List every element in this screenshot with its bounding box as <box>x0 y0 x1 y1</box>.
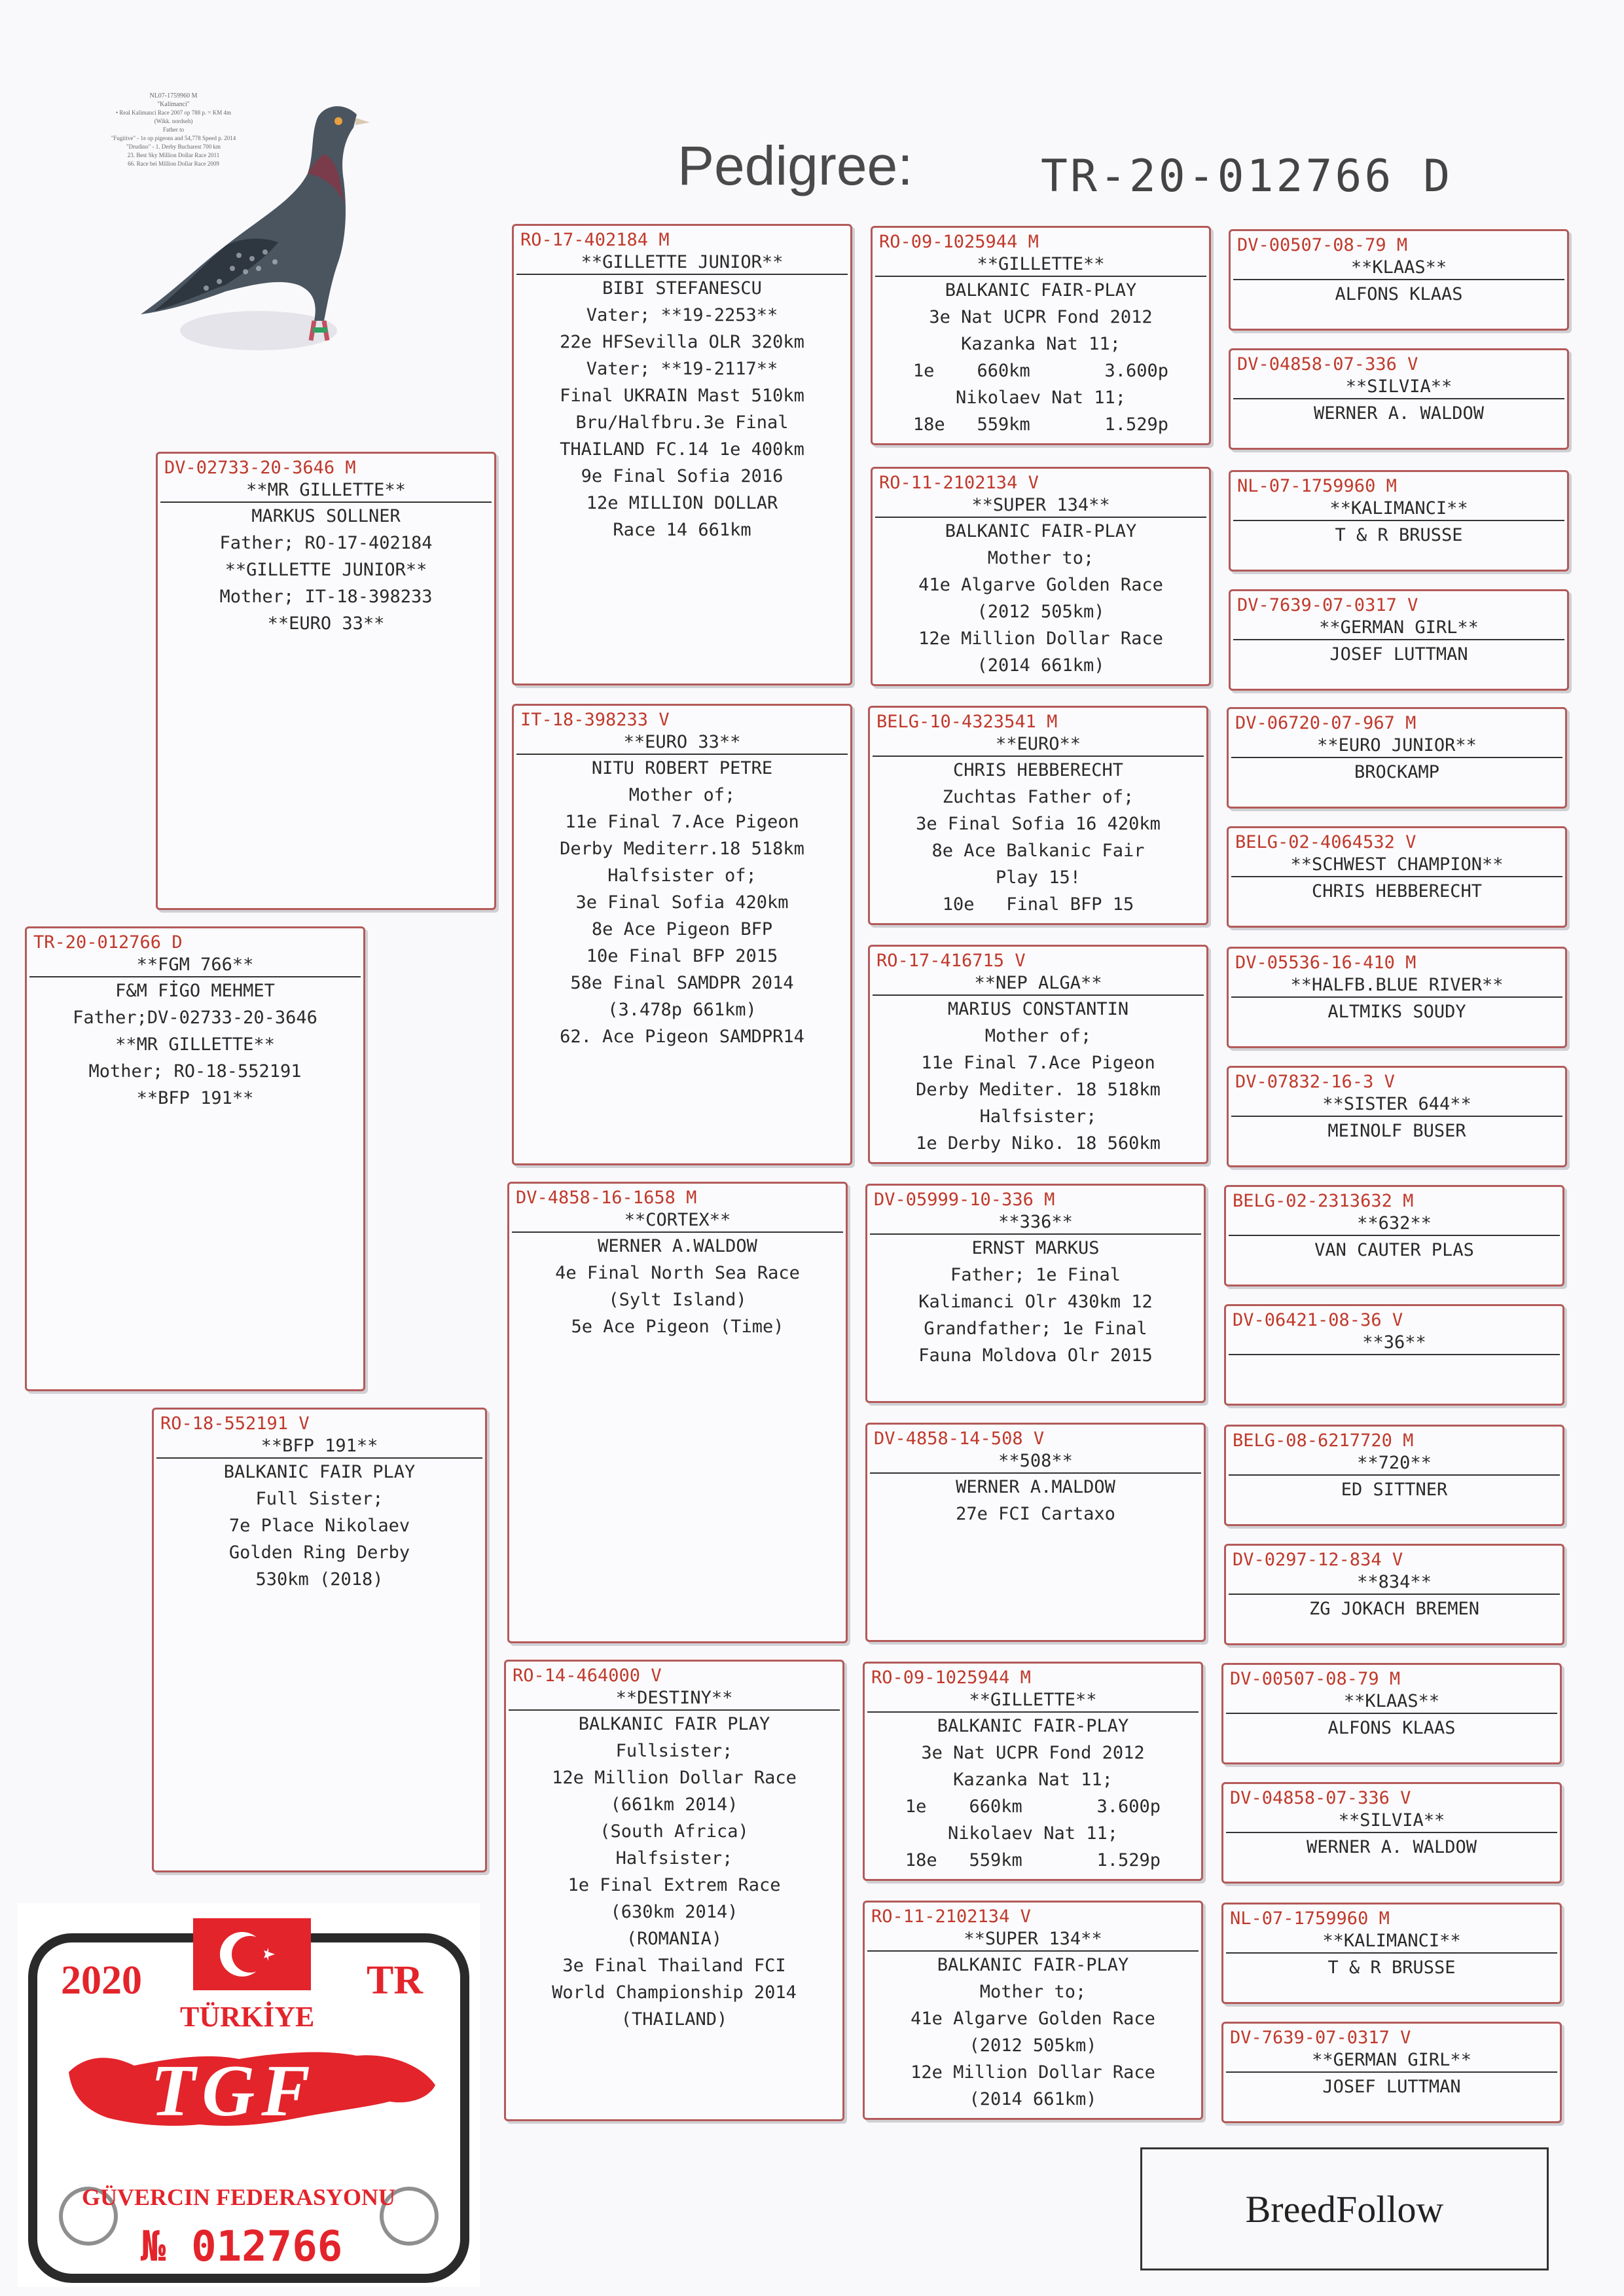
info-line: CHRIS HEBBERECHT <box>1311 881 1483 902</box>
info-line: Derby Mediter. 18 518km <box>916 1080 1161 1100</box>
info-line: Vater; **19-2117** <box>586 359 778 379</box>
info-line: (661km 2014) <box>610 1795 738 1815</box>
pigeon-name: **SILVIA** <box>1233 376 1564 399</box>
ring-number: DV-04858-07-336 V <box>1237 354 1418 374</box>
info-line: T & R BRUSSE <box>1335 525 1463 545</box>
info-line: 18e 559km 1.529p <box>905 1850 1161 1870</box>
info-line: Nikolaev Nat 11; <box>955 388 1127 408</box>
pigeon-name: **BFP 191** <box>156 1435 482 1459</box>
info-line: Halfsister; <box>979 1106 1097 1127</box>
ring-number: DV-07832-16-3 V <box>1235 1072 1395 1092</box>
info-line: BALKANIC FAIR PLAY <box>578 1714 770 1734</box>
ring-number: TR-20-012766 D <box>33 932 183 953</box>
g4-card-13 <box>1221 1663 1562 1764</box>
pigeon-name: **MR GILLETTE** <box>160 479 492 503</box>
info-line: Fauna Moldova Olr 2015 <box>918 1345 1153 1366</box>
info-line: MARKUS SOLLNER <box>251 506 401 526</box>
caption-line: Father to <box>162 126 185 133</box>
info-line: 3e Final Thailand FCI <box>562 1956 786 1976</box>
pigeon-name: **834** <box>1229 1571 1560 1595</box>
g4-card-5 <box>1227 707 1567 809</box>
ring-number: DV-06421-08-36 V <box>1233 1310 1403 1330</box>
info-line: Father;DV-02733-20-3646 <box>73 1008 317 1028</box>
info-line: 41e Algarve Golden Race <box>911 2009 1155 2029</box>
ring-number: DV-0297-12-834 V <box>1233 1550 1403 1570</box>
info-line: Halfsister of; <box>607 866 757 886</box>
tgf-logo <box>16 1902 481 2288</box>
info-line: Full Sister; <box>255 1489 384 1509</box>
info-line: (2012 505km) <box>977 602 1105 622</box>
info-line: World Championship 2014 <box>552 1982 797 2003</box>
info-line: 530km (2018) <box>255 1569 384 1590</box>
ring-number: RO-11-2102134 V <box>879 473 1039 493</box>
info-line: 11e Final 7.Ace Pigeon <box>565 812 799 832</box>
info-line: 22e HFSevilla OLR 320km <box>560 332 804 352</box>
info-line: WERNER A.MALDOW <box>956 1477 1115 1497</box>
sire-sire-card <box>512 224 852 685</box>
info-line: T & R BRUSSE <box>1327 1958 1456 1978</box>
info-line: Kazanka Nat 11; <box>961 334 1121 354</box>
pigeon-name: **SUPER 134** <box>875 494 1206 518</box>
info-line: (2014 661km) <box>977 655 1105 676</box>
info-line: ALFONS KLAAS <box>1327 1718 1456 1738</box>
g4-card-16 <box>1221 2022 1562 2123</box>
caption-line: NL07-1759960 M <box>149 92 198 100</box>
g4-card-1 <box>1229 229 1569 331</box>
info-line: Final UKRAIN Mast 510km <box>560 386 804 406</box>
info-line: Mother to; <box>979 1982 1087 2002</box>
g4-card-10 <box>1224 1304 1564 1406</box>
ring-number: RO-14-464000 V <box>513 1666 662 1686</box>
pigeon-name: **EURO JUNIOR** <box>1231 735 1562 758</box>
info-line: Derby Mediterr.18 518km <box>560 839 804 859</box>
info-line: ALFONS KLAAS <box>1335 284 1463 304</box>
pigeon-name: **GILLETTE JUNIOR** <box>516 251 848 275</box>
info-line: 12e Million Dollar Race <box>911 2062 1155 2083</box>
ring-number: DV-05536-16-410 M <box>1235 953 1416 973</box>
info-line: Play 15! <box>995 867 1081 888</box>
info-line: Vater; **19-2253** <box>586 305 778 325</box>
info-line: Mother of; <box>628 785 736 805</box>
pigeon-name: **GILLETTE** <box>875 253 1206 277</box>
info-line: Kazanka Nat 11; <box>953 1770 1113 1790</box>
ring-number: DV-4858-14-508 V <box>874 1429 1045 1449</box>
info-line: MARIUS CONSTANTIN <box>947 999 1129 1019</box>
info-line: NITU ROBERT PETRE <box>591 758 773 778</box>
info-line: 7e Place Nikolaev <box>228 1516 410 1536</box>
info-line: 12e Million Dollar Race <box>918 629 1163 649</box>
info-line: BALKANIC FAIR-PLAY <box>937 1716 1129 1736</box>
logo-org-name: GÜVERCIN FEDERASYONU <box>82 2184 396 2210</box>
ring-number: RO-09-1025944 M <box>871 1667 1031 1688</box>
pigeon-name: **GERMAN GIRL** <box>1233 617 1564 640</box>
info-line: 41e Algarve Golden Race <box>918 575 1163 595</box>
pigeon-name: **NEP ALGA** <box>873 972 1204 996</box>
info-line: Nikolaev Nat 11; <box>947 1823 1119 1844</box>
ring-number: BELG-08-6217720 M <box>1233 1430 1414 1451</box>
ring-number: DV-00507-08-79 M <box>1230 1669 1401 1689</box>
pigeon-name: **720** <box>1229 1452 1560 1476</box>
info-line: 10e Final BFP 2015 <box>586 946 778 966</box>
pigeon-name: **336** <box>870 1211 1201 1235</box>
pigeon-name: **KLAAS** <box>1233 257 1564 280</box>
info-line: **EURO 33** <box>267 613 385 634</box>
logo-org-abbr: TGF <box>151 2050 317 2132</box>
caption-line: • Real Kalimanci Race 2007 op 788 p. = KM 4m <box>116 109 231 116</box>
info-line: JOSEF LUTTMAN <box>1322 2077 1461 2097</box>
ring-number: RO-09-1025944 M <box>879 232 1039 252</box>
info-line: Halfsister; <box>615 1848 733 1868</box>
ring-number: IT-18-398233 V <box>520 710 670 730</box>
info-line: 18e 559km 1.529p <box>912 414 1169 435</box>
info-line: 12e Million Dollar Race <box>552 1768 797 1788</box>
info-line: VAN CAUTER PLAS <box>1314 1240 1474 1260</box>
logo-country: TÜRKİYE <box>180 2001 315 2033</box>
ring-number: NL-07-1759960 M <box>1230 1908 1390 1929</box>
ring-number: BELG-10-4323541 M <box>876 712 1058 732</box>
info-line: Bru/Halfbru.3e Final <box>575 412 789 433</box>
info-line: 58e Final SAMDPR 2014 <box>570 973 794 993</box>
info-line: ED SITTNER <box>1341 1480 1448 1500</box>
info-line: 27e FCI Cartaxo <box>956 1504 1115 1524</box>
dam-card <box>152 1408 487 1872</box>
info-line: Mother; IT-18-398233 <box>219 587 433 607</box>
logo-number: № 012766 <box>141 2223 343 2271</box>
pigeon-photo <box>128 88 389 370</box>
info-line: Mother of; <box>984 1026 1092 1046</box>
pigeon-name: **36** <box>1229 1332 1560 1355</box>
info-line: 1e Derby Niko. 18 560km <box>916 1133 1161 1154</box>
info-line: WERNER A.WALDOW <box>598 1236 757 1256</box>
info-line: (2014 661km) <box>969 2089 1097 2109</box>
subject-card <box>25 926 365 1391</box>
info-line: BALKANIC FAIR-PLAY <box>937 1955 1129 1975</box>
ring-number: DV-4858-16-1658 M <box>516 1188 697 1208</box>
info-line: BROCKAMP <box>1354 762 1440 782</box>
info-line: BALKANIC FAIR-PLAY <box>945 521 1137 541</box>
info-line: Race 14 661km <box>613 520 751 540</box>
info-line: BIBI STEFANESCU <box>602 278 762 299</box>
g4-card-11 <box>1224 1425 1564 1526</box>
g3-card-1 <box>871 226 1211 445</box>
pigeon-name: **GERMAN GIRL** <box>1226 2049 1557 2073</box>
info-line: **GILLETTE JUNIOR** <box>225 560 427 580</box>
logo-country-code: TR <box>367 1958 424 2003</box>
pigeon-name: **CORTEX** <box>512 1209 843 1233</box>
pedigree-ring-number: TR-20-012766 D <box>1041 151 1453 202</box>
info-line: (630km 2014) <box>610 1902 738 1922</box>
g4-card-14 <box>1221 1782 1562 1884</box>
pigeon-name: **DESTINY** <box>509 1687 840 1711</box>
logo-year: 2020 <box>61 1958 142 2003</box>
info-line: **MR GILLETTE** <box>115 1034 275 1055</box>
pigeon-name: **SUPER 134** <box>867 1928 1199 1952</box>
ring-number: DV-06720-07-967 M <box>1235 713 1416 733</box>
ring-number: BELG-02-4064532 V <box>1235 832 1416 852</box>
info-line: 8e Ace Pigeon BFP <box>591 919 773 939</box>
pigeon-name: **EURO 33** <box>516 731 848 755</box>
info-line: WERNER A. WALDOW <box>1306 1837 1477 1857</box>
info-line: 3e Nat UCPR Fond 2012 <box>921 1743 1145 1763</box>
pigeon-name: **KALIMANCI** <box>1233 498 1564 521</box>
info-line: 10e Final BFP 15 <box>942 894 1134 915</box>
dam-dam-card <box>504 1660 844 2121</box>
info-line: Zuchtas Father of; <box>942 787 1134 807</box>
info-line: Mother to; <box>987 548 1094 568</box>
caption-line: "Fugitive" - 1e op pigeons and 54,778 Speed p. 2014 <box>111 135 236 141</box>
dam-sire-card <box>507 1182 848 1643</box>
pigeon-name: **SILVIA** <box>1226 1810 1557 1833</box>
ring-number: DV-00507-08-79 M <box>1237 235 1408 255</box>
ring-number: DV-04858-07-336 V <box>1230 1788 1411 1808</box>
ring-number: RO-18-552191 V <box>160 1413 310 1434</box>
g4-card-4 <box>1229 589 1569 691</box>
info-line: Fullsister; <box>615 1741 733 1761</box>
info-line: **BFP 191** <box>136 1088 254 1108</box>
info-line: CHRIS HEBBERECHT <box>952 760 1124 780</box>
g4-card-7 <box>1227 947 1567 1048</box>
info-line: (South Africa) <box>600 1821 749 1842</box>
info-line: 62. Ace Pigeon SAMDPR14 <box>560 1027 804 1047</box>
info-line: 3e Final Sofia 16 420km <box>916 814 1161 834</box>
info-line: 4e Final North Sea Race <box>555 1263 800 1283</box>
info-line: F&M FİGO MEHMET <box>115 981 275 1001</box>
info-line: 3e Final Sofia 420km <box>575 892 789 913</box>
pigeon-name: **HALFB.BLUE RIVER** <box>1231 974 1562 998</box>
pigeon-name: **SCHWEST CHAMPION** <box>1231 854 1562 877</box>
pigeon-name: **KLAAS** <box>1226 1690 1557 1714</box>
info-line: WERNER A. WALDOW <box>1313 403 1485 424</box>
ring-number: DV-02733-20-3646 M <box>164 458 356 478</box>
pigeon-name: **508** <box>870 1450 1201 1474</box>
pigeon-name: **SISTER 644** <box>1231 1093 1562 1117</box>
pigeon-name: **632** <box>1229 1212 1560 1236</box>
caption-line: "Drudino" - 1. Derby Bucharest 700 km <box>126 143 221 150</box>
info-line: (2012 505km) <box>969 2035 1097 2056</box>
g4-card-6 <box>1227 826 1567 928</box>
pigeon-name: **KALIMANCI** <box>1226 1930 1557 1954</box>
caption-line: 66. Race bei Million Dollar Race 2009 <box>128 160 219 167</box>
g3-card-7 <box>863 1662 1203 1881</box>
info-line: BALKANIC FAIR PLAY <box>223 1462 416 1482</box>
info-line: 12e MILLION DOLLAR <box>586 493 778 513</box>
g4-card-3 <box>1229 470 1569 572</box>
info-line: 11e Final 7.Ace Pigeon <box>921 1053 1155 1073</box>
sire-card <box>156 452 496 910</box>
info-line: 8e Ace Balkanic Fair <box>931 841 1145 861</box>
caption-line: 23. Best Sky Million Dollar Race 2011 <box>127 152 220 158</box>
info-line: BALKANIC FAIR-PLAY <box>945 280 1137 301</box>
g3-card-5 <box>865 1184 1206 1403</box>
pigeon-name: **EURO** <box>873 733 1204 757</box>
info-line: Father; 1e Final <box>950 1265 1121 1285</box>
ring-number: RO-17-402184 M <box>520 230 670 250</box>
info-line: JOSEF LUTTMAN <box>1329 644 1468 665</box>
pigeon-name: **GILLETTE** <box>867 1689 1199 1713</box>
ring-number: BELG-02-2313632 M <box>1233 1191 1414 1211</box>
info-line: 1e 660km 3.600p <box>912 361 1169 381</box>
sire-dam-card <box>512 704 852 1165</box>
info-line: (Sylt Island) <box>608 1290 747 1310</box>
ring-number: NL-07-1759960 M <box>1237 476 1397 496</box>
info-line: 3e Nat UCPR Fond 2012 <box>929 307 1153 327</box>
info-line: ALTMIKS SOUDY <box>1327 1002 1466 1022</box>
ring-number: DV-05999-10-336 M <box>874 1190 1055 1210</box>
caption-line: "Kalimanci" <box>157 101 190 108</box>
info-line: 5e Ace Pigeon (Time) <box>571 1317 784 1337</box>
info-line: Grandfather; 1e Final <box>924 1319 1147 1339</box>
ring-number: DV-7639-07-0317 V <box>1237 595 1418 615</box>
g4-card-9 <box>1224 1185 1564 1286</box>
info-line: ZG JOKACH BREMEN <box>1308 1599 1480 1619</box>
ring-number: DV-7639-07-0317 V <box>1230 2028 1411 2048</box>
info-line: (3.478p 661km) <box>607 1000 757 1020</box>
info-line: Mother; RO-18-552191 <box>88 1061 302 1082</box>
g3-card-6 <box>865 1423 1206 1642</box>
breedfollow-brand: BreedFollow <box>1140 2147 1549 2270</box>
info-line: MEINOLF BUSER <box>1327 1121 1466 1141</box>
info-line: Golden Ring Derby <box>228 1542 410 1563</box>
info-line: 1e Final Extrem Race <box>568 1875 781 1895</box>
ring-number: RO-11-2102134 V <box>871 1906 1031 1927</box>
pigeon-name: **FGM 766** <box>29 954 361 977</box>
g4-card-12 <box>1224 1544 1564 1645</box>
g3-card-3 <box>868 706 1208 925</box>
g3-card-8 <box>863 1901 1203 2120</box>
g4-card-2 <box>1229 348 1569 450</box>
g4-card-8 <box>1227 1066 1567 1167</box>
info-line: (THAILAND) <box>621 2009 728 2030</box>
ring-number: RO-17-416715 V <box>876 951 1026 971</box>
g3-card-2 <box>871 467 1211 686</box>
page-title: Pedigree: <box>677 135 913 196</box>
info-line: ERNST MARKUS <box>971 1238 1100 1258</box>
g3-card-4 <box>868 945 1208 1164</box>
info-line: 1e 660km 3.600p <box>905 1796 1161 1817</box>
g4-card-15 <box>1221 1903 1562 2004</box>
info-line: THAILAND FC.14 1e 400km <box>560 439 804 460</box>
info-line: (ROMANIA) <box>626 1929 723 1949</box>
info-line: Father; RO-17-402184 <box>219 533 433 553</box>
caption-line: (Wikk. nordseh) <box>154 118 193 124</box>
info-line: 9e Final Sofia 2016 <box>581 466 784 486</box>
info-line: Kalimanci Olr 430km 12 <box>918 1292 1153 1312</box>
